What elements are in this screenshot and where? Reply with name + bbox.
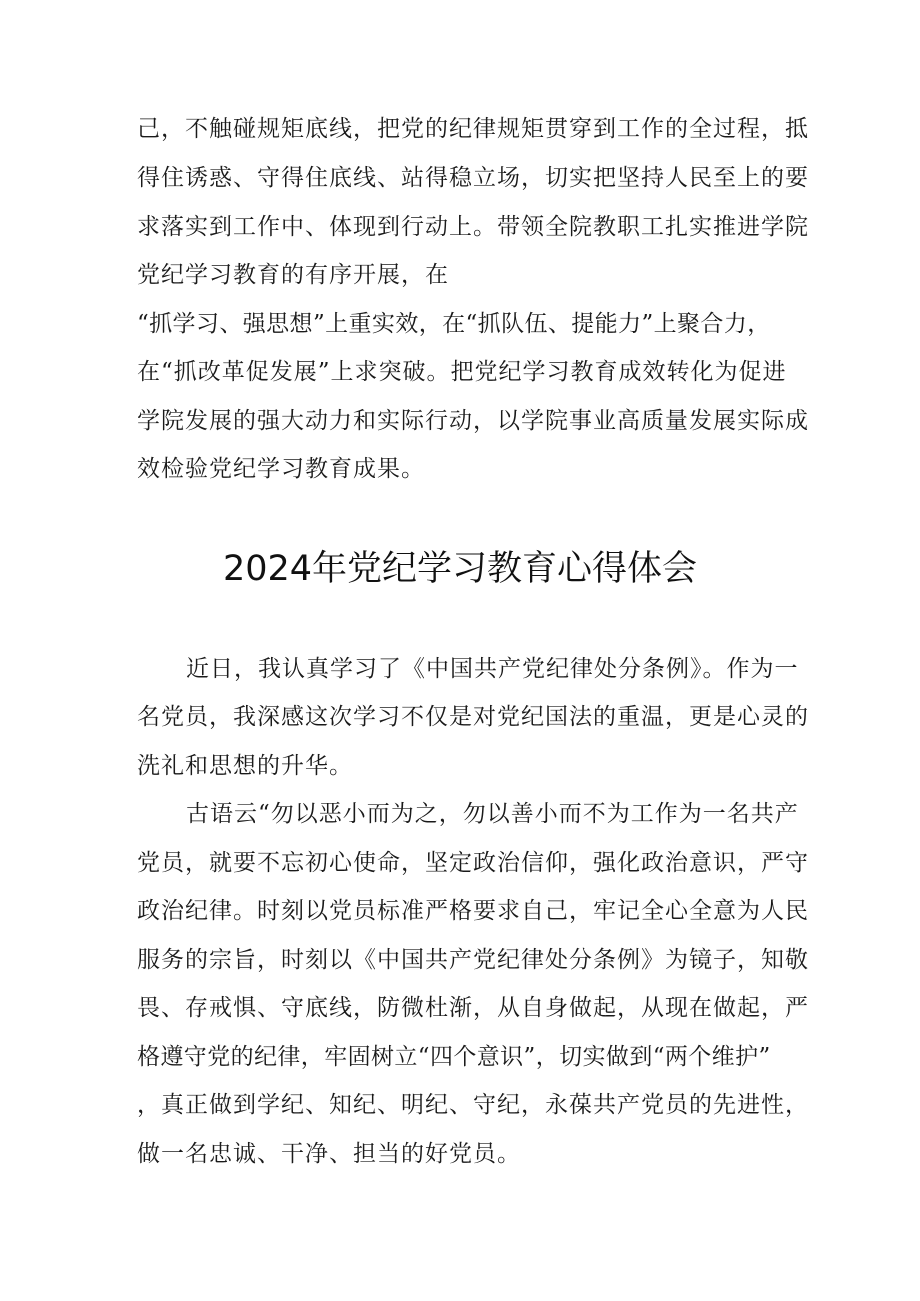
- page-title: 2024年党纪学习教育心得体会: [222, 549, 698, 589]
- text-line: 在“抓改革促发展”上求突破。把党纪学习教育成效转化为促进: [137, 359, 787, 385]
- text-line: 己，不触碰规矩底线，把党的纪律规矩贯穿到工作的全过程，抵: [137, 116, 809, 142]
- text-line: 政治纪律。时刻以党员标准严格要求自己，牢记全心全意为人民: [137, 898, 809, 924]
- text-line: 党员，就要不忘初心使命，坚定政治信仰，强化政治意识，严守: [137, 850, 809, 876]
- text-line: 服务的宗旨，时刻以《中国共产党纪律处分条例》为镜子，知敬: [137, 947, 809, 973]
- text-line: 畏、存戒惧、守底线，防微杜渐，从自身做起，从现在做起，严: [137, 995, 809, 1021]
- text-line: 近日，我认真学习了《中国共产党纪律处分条例》。作为一: [186, 656, 799, 682]
- text-line: 得住诱惑、守得住底线、站得稳立场，切实把坚持人民至上的要: [137, 165, 809, 191]
- text-line: 效检验党纪学习教育成果。: [137, 456, 425, 482]
- text-line: 古语云“勿以恶小而为之，勿以善小而不为工作为一名共产: [186, 801, 799, 827]
- text-line: 格遵守党的纪律，牢固树立“四个意识”，切实做到“两个维护”: [137, 1044, 771, 1070]
- text-line: 洗礼和思想的升华。: [137, 753, 353, 779]
- text-line: 党纪学习教育的有序开展，在: [137, 262, 449, 288]
- text-line: 做一名忠诚、干净、担当的好党员。: [137, 1141, 521, 1167]
- text-line: “抓学习、强思想”上重实效，在“抓队伍、提能力”上聚合力，: [137, 311, 771, 337]
- text-line: 名党员，我深感这次学习不仅是对党纪国法的重温，更是心灵的: [137, 704, 809, 730]
- text-line: 学院发展的强大动力和实际行动，以学院事业高质量发展实际成: [137, 408, 809, 434]
- text-line: 求落实到工作中、体现到行动上。带领全院教职工扎实推进学院: [137, 214, 809, 240]
- text-line: ，真正做到学纪、知纪、明纪、守纪，永葆共产党员的先进性，: [137, 1092, 809, 1118]
